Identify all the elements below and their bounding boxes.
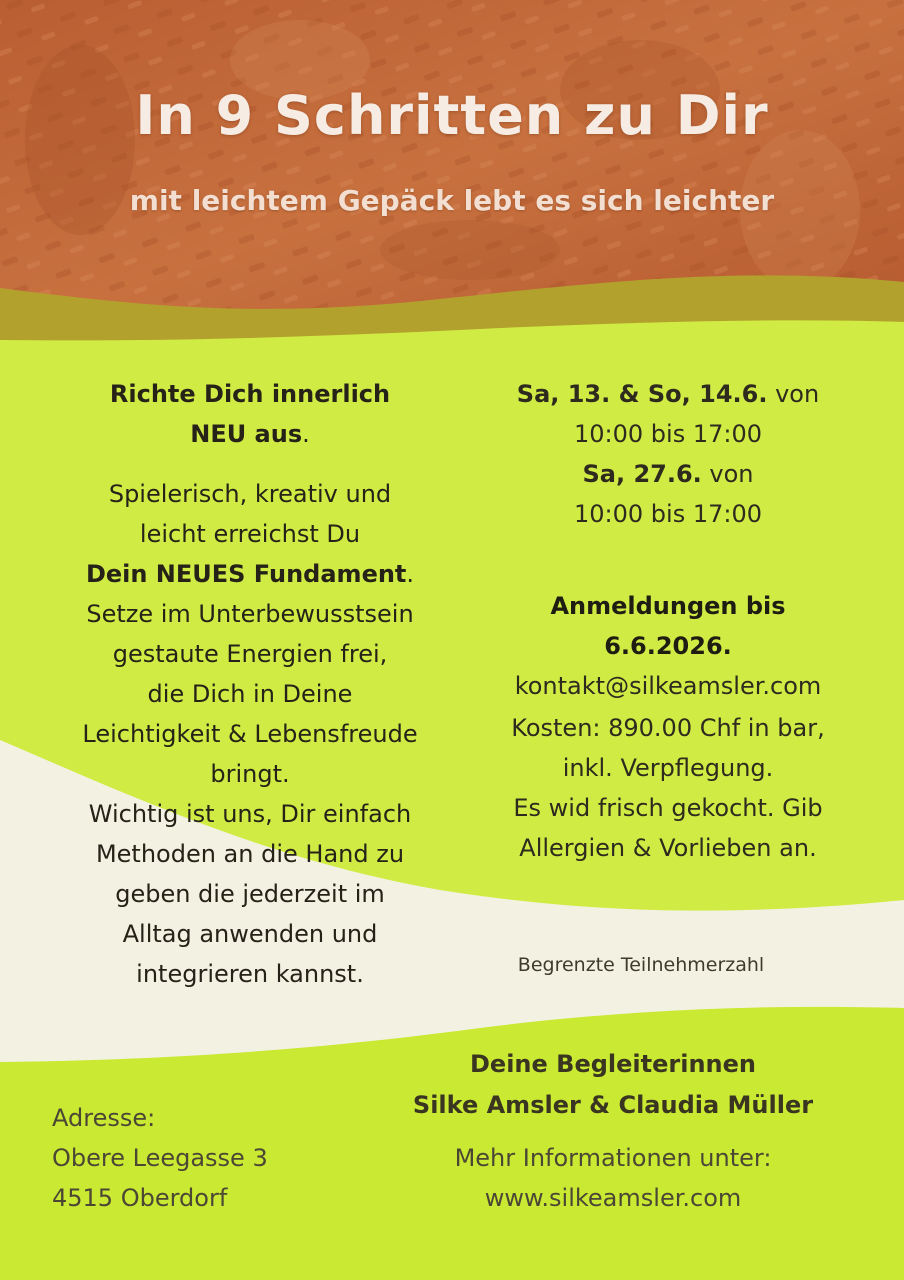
- date-2-bold: Sa, 27.6.: [582, 460, 702, 488]
- body-text-line: die Dich in Deine: [147, 680, 353, 708]
- body-text-line: integrieren kannst.: [136, 960, 364, 988]
- guides-label: Deine Begleiterinnen: [470, 1050, 756, 1078]
- date-1-bold: Sa, 13. & So, 14.6.: [516, 380, 768, 408]
- date-2-rest: von: [701, 460, 754, 488]
- date-1: [466, 374, 870, 414]
- body-text-line: bringt.: [210, 760, 290, 788]
- body-text-line: Methoden an die Hand zu: [95, 840, 405, 868]
- address-city: 4515 Oberdorf: [52, 1184, 228, 1212]
- contact-email[interactable]: kontakt@silkeamsler.com: [514, 672, 822, 700]
- fundament-bold: Dein NEUES Fundament: [85, 560, 407, 588]
- body-text-line: Alltag anwenden und: [122, 920, 378, 948]
- page-subtitle: mit leichtem Gepäck lebt es sich leichter: [129, 184, 775, 217]
- registration-date: 6.6.2026.: [604, 632, 732, 660]
- intro-heading-punct: .: [302, 420, 310, 448]
- intro-heading-bold: NEU aus: [190, 420, 303, 448]
- guides-block: [380, 1044, 846, 1126]
- body-text-line: geben die jederzeit im: [115, 880, 385, 908]
- fundament-punct: .: [406, 560, 415, 588]
- spacer: [466, 534, 870, 586]
- address-label: Adresse:: [52, 1104, 156, 1132]
- cost-line: Allergien & Vorlieben an.: [519, 834, 817, 862]
- body-text-line: gestaute Energien frei,: [112, 640, 388, 668]
- intro-text-line: leicht erreichst Du: [139, 520, 361, 548]
- body-text-line: Setze im Unterbewusstsein: [86, 600, 414, 628]
- intro-heading-line1: Richte Dich innerlich: [109, 380, 391, 408]
- limited-participants-note: Begrenzte Teilnehmerzahl: [517, 954, 765, 976]
- intro-fundament-line: [40, 554, 460, 594]
- left-column: [40, 374, 460, 994]
- page-title: In 9 Schritten zu Dir: [135, 84, 769, 147]
- website-link[interactable]: www.silkeamsler.com: [484, 1184, 742, 1212]
- info-block: [380, 1138, 846, 1218]
- intro-heading-line2: [40, 414, 460, 454]
- date-2: [466, 454, 870, 494]
- cost-line: Es wid frisch gekocht. Gib: [513, 794, 823, 822]
- right-column: [466, 374, 870, 868]
- cost-line: Kosten: 890.00 Chf in bar,: [511, 714, 825, 742]
- date-1-rest: von: [767, 380, 820, 408]
- time-2: 10:00 bis 17:00: [574, 500, 762, 528]
- cost-line: inkl. Verpflegung.: [562, 754, 774, 782]
- intro-text-line: Spielerisch, kreativ und: [108, 480, 392, 508]
- body-text-line: Leichtigkeit & Lebensfreude: [82, 720, 418, 748]
- guides-names: Silke Amsler & Claudia Müller: [412, 1091, 814, 1119]
- spacer: [40, 454, 460, 474]
- address-block: [52, 1098, 268, 1218]
- body-text-line: Wichtig ist uns, Dir einfach: [88, 800, 412, 828]
- time-1: 10:00 bis 17:00: [574, 420, 762, 448]
- address-street: Obere Leegasse 3: [52, 1144, 268, 1172]
- registration-line1: Anmeldungen bis: [550, 592, 786, 620]
- info-label: Mehr Informationen unter:: [454, 1144, 772, 1172]
